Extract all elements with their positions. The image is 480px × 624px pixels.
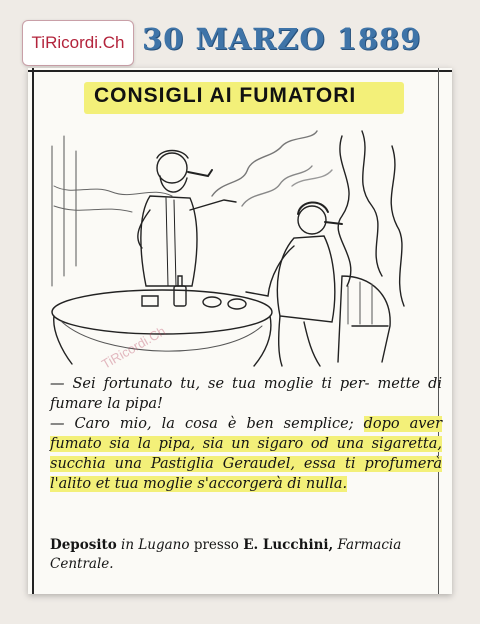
smokers-illustration	[42, 126, 438, 368]
left-rule	[32, 68, 34, 594]
top-rule	[28, 70, 452, 72]
deposit-label: Deposito	[50, 537, 117, 553]
headline-highlight	[84, 82, 404, 114]
deposit-city: Lugano	[138, 537, 190, 553]
newspaper-clipping	[28, 68, 452, 594]
watermark: TiRicordi.Ch	[99, 323, 169, 372]
dialogue-text	[50, 374, 442, 494]
deposit-name: E. Lucchini,	[243, 537, 334, 553]
deposit-notice	[50, 536, 442, 574]
article-headline: CONSIGLI AI FUMATORI	[94, 84, 357, 107]
deposit-in: in	[121, 537, 135, 553]
date-title: 30 MARZO 1889	[142, 22, 422, 56]
deposit-shop: Farmacia Centrale.	[50, 537, 402, 572]
dialogue-highlight: dopo aver fumato sia la pipa, sia un sigaro od una sigaretta, succhia una Pastiglia Geraudel, essa ti profumerà l'alito et tua moglie s'accorgerà di nulla.	[50, 416, 443, 492]
dialogue-line-1: — Sei fortunato tu, se tua moglie ti per- mette di fumare la pipa!	[50, 376, 442, 412]
dialogue-line-2-plain: — Caro mio, la cosa è ben semplice;	[50, 416, 364, 432]
dialogue-line-2	[50, 414, 442, 494]
tiricordi-logo[interactable]	[22, 20, 134, 66]
deposit-presso: presso	[193, 537, 239, 553]
right-rule	[438, 68, 439, 594]
logo-text: TiRicordi.Ch	[31, 33, 125, 52]
